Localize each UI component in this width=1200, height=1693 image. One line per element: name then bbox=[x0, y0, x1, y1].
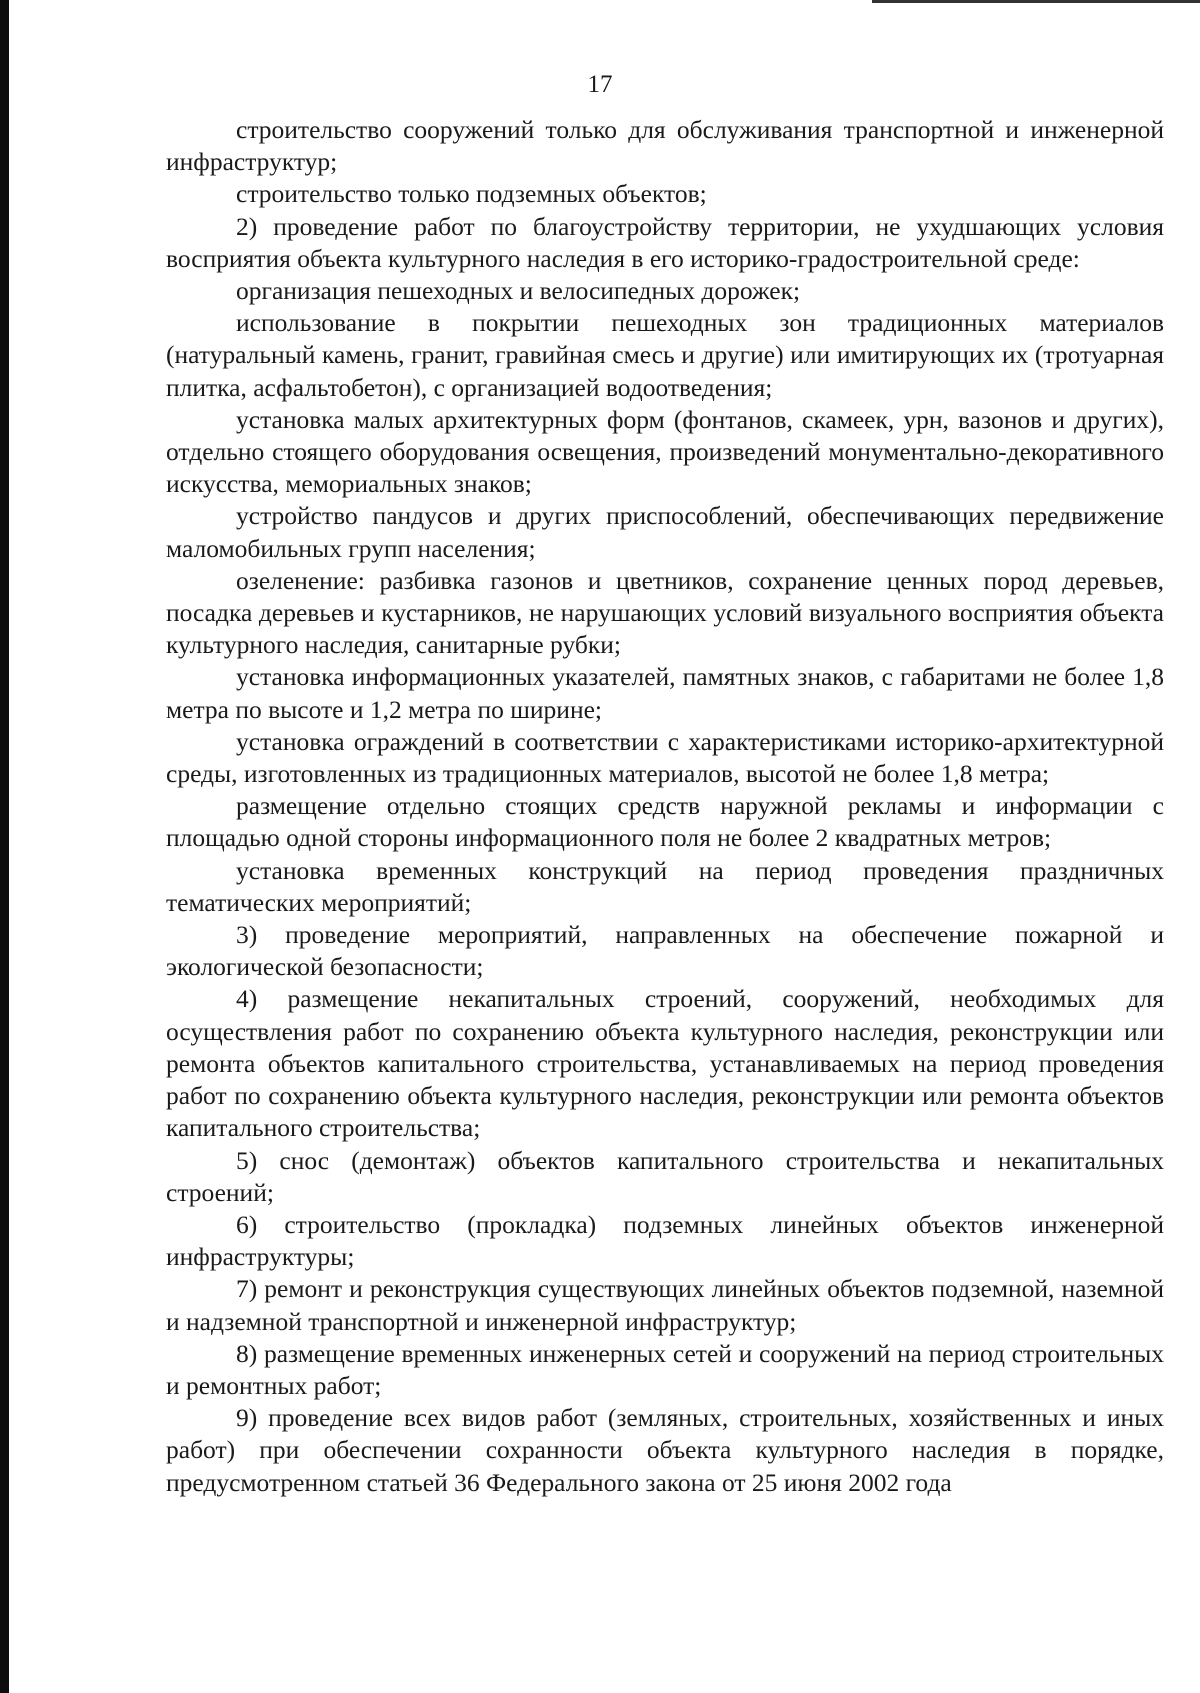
paragraph: 4) размещение некапитальных строений, сооружений, необходимых для осуществления работ по сохранению объекта культурного наследия, реконструкции или ремонта объектов капитального строительства, устанавливаемых на период проведения работ по сохранению объекта культурного наследия, реконструкции или ремонта объектов капитального строительства; bbox=[166, 984, 1164, 1143]
paragraph: установка временных конструкций на период проведения праздничных тематических мероприятий; bbox=[166, 855, 1164, 917]
paragraph: устройство пандусов и других приспособлений, обеспечивающих передвижение маломобильных групп населения; bbox=[166, 501, 1164, 563]
paragraph: установка ограждений в соответствии с характеристиками историко-архитектурной среды, изготовленных из традиционных материалов, высотой не более 1,8 метра; bbox=[166, 726, 1164, 789]
paragraph: 6) строительство (прокладка) подземных линейных объектов инженерной инфраструктуры; bbox=[166, 1209, 1164, 1272]
document-body bbox=[166, 114, 1164, 1499]
paragraph: 8) размещение временных инженерных сетей и сооружений на период строительных и ремонтных работ; bbox=[166, 1338, 1164, 1400]
paragraph: 9) проведение всех видов работ (земляных, строительных, хозяйственных и иных работ) при обеспечении сохранности объекта культурного наследия в порядке, предусмотренном статьей 36 Федерального закона от 25 июня 2002 года bbox=[166, 1403, 1164, 1497]
paragraph: 3) проведение мероприятий, направленных на обеспечение пожарной и экологической безопасности; bbox=[166, 920, 1164, 982]
paragraph: строительство только подземных объектов; bbox=[236, 179, 707, 209]
paragraph: установка информационных указателей, памятных знаков, с габаритами не более 1,8 метра по высоте и 1,2 метра по ширине; bbox=[166, 662, 1164, 724]
paragraph: 5) снос (демонтаж) объектов капитального строительства и некапитальных строений; bbox=[166, 1145, 1164, 1207]
paragraph: использование в покрытии пешеходных зон традиционных материалов (натуральный камень, гранит, гравийная смесь и другие) или имитирующих их (тротуарная плитка, асфальтобетон), с организацией водоотведения; bbox=[166, 308, 1164, 402]
paragraph: строительство сооружений только для обслуживания транспортной и инженерной инфраструктур; bbox=[166, 115, 1164, 177]
paragraph: озеленение: разбивка газонов и цветников, сохранение ценных пород деревьев, посадка деревьев и кустарников, не нарушающих условий визуального восприятия объекта культурного наследия, санитарные рубки; bbox=[166, 565, 1164, 660]
paragraph: 7) ремонт и реконструкция существующих линейных объектов подземной, наземной и надземной транспортной и инженерной инфраструктур; bbox=[166, 1274, 1164, 1336]
paragraph: размещение отдельно стоящих средств наружной рекламы и информации с площадью одной стороны информационного поля не более 2 квадратных метров; bbox=[166, 791, 1164, 853]
paragraph: установка малых архитектурных форм (фонтанов, скамеек, урн, вазонов и других), отдельно стоящего оборудования освещения, произведений монументально-декоративного искусства, мемориальных знаков; bbox=[166, 404, 1164, 499]
paragraph: 2) проведение работ по благоустройству территории, не ухудшающих условия восприятия объекта культурного наследия в его историко-градостроительной среде: bbox=[166, 211, 1164, 273]
page-number: 17 bbox=[587, 71, 613, 98]
scan-border-left bbox=[0, 0, 9, 1693]
scan-border-top bbox=[872, 0, 1200, 3]
paragraph: организация пешеходных и велосипедных дорожек; bbox=[236, 276, 801, 306]
